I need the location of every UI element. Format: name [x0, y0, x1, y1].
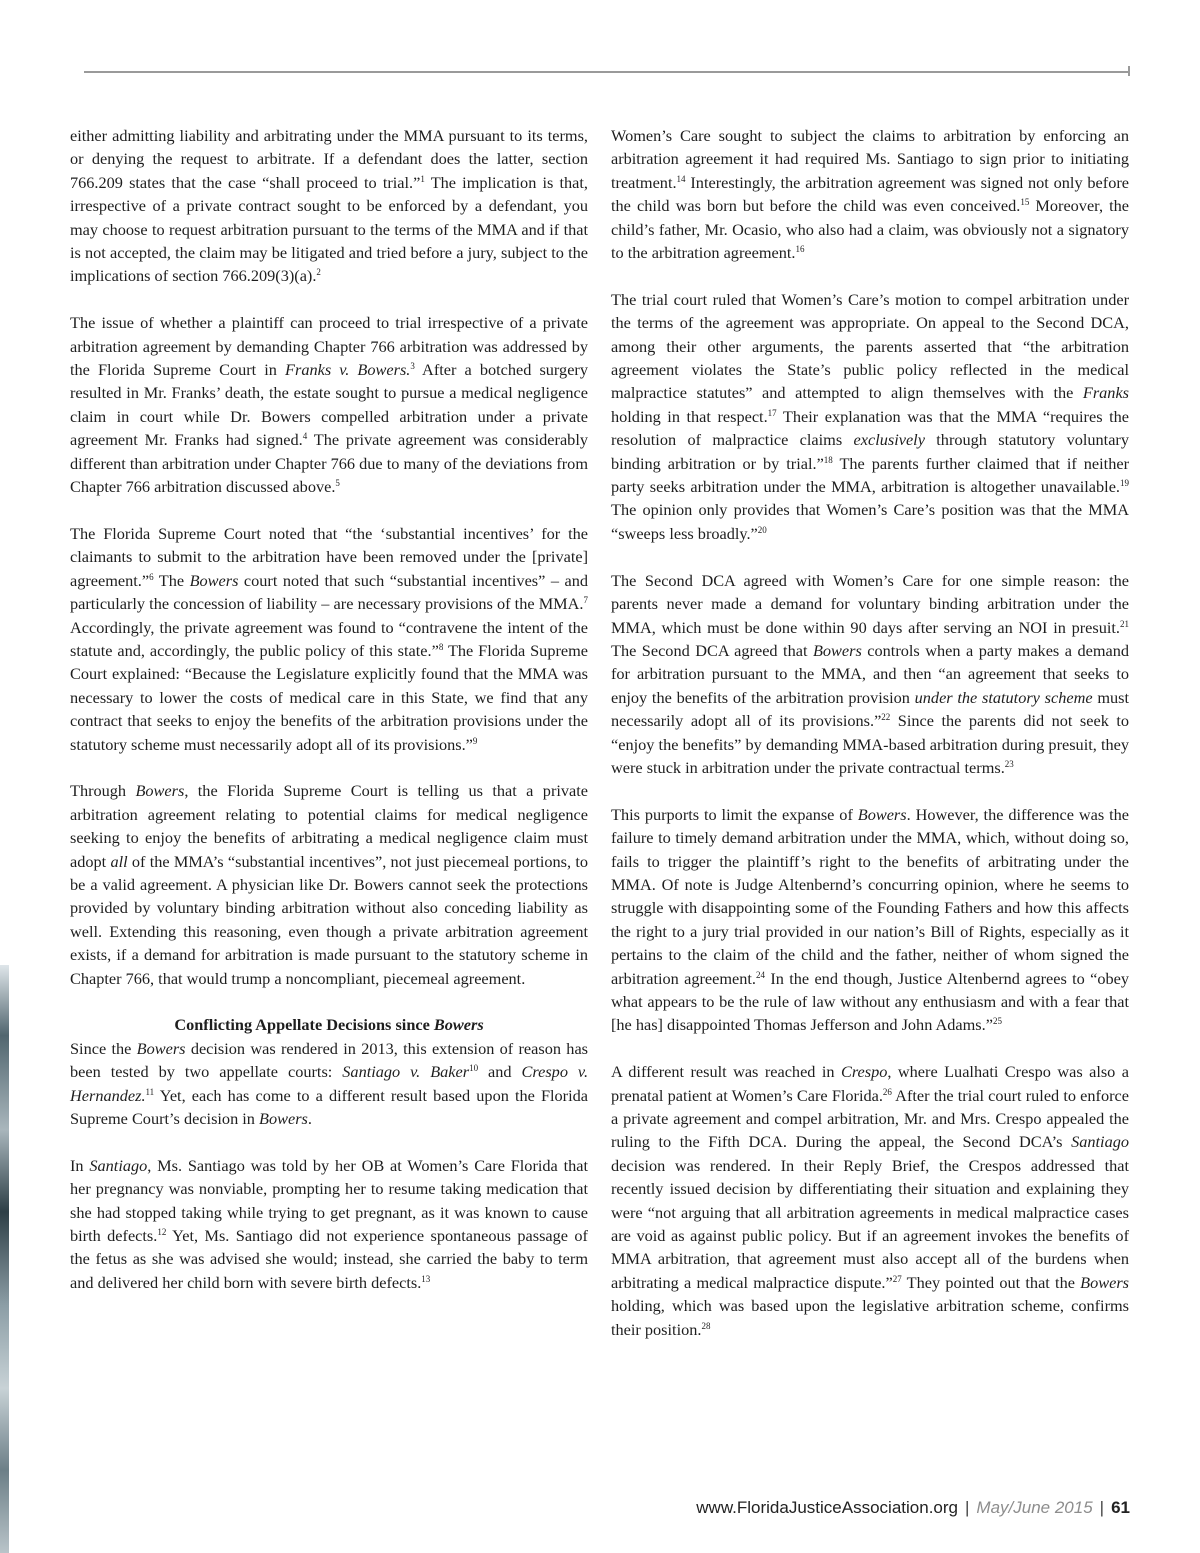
footnote-ref: 13	[421, 1273, 431, 1284]
paragraph: Women’s Care sought to subject the claims to arbitration by enforcing an arbitration agreement it had required Ms. Santiago to sign prior to initiating treatment.$^{14}$ Interestingly, the arbitration agreement was signed not only before the child was born but before the child was even conceived.$^{15}$ Moreover, the child’s father, Mr. Ocasio, who also had a claim, was obviously not a signatory to the arbitration agreement.$^{16}$	[611, 126, 1129, 263]
footnote-ref: 20	[757, 524, 767, 535]
left-column	[70, 124, 588, 1294]
footnote-ref: 3	[410, 361, 415, 372]
footnote-ref: 2	[316, 267, 321, 278]
footnote-ref: 14	[676, 173, 686, 184]
paragraph: A different result was reached in Crespo, where Lualhati Crespo was also a prenatal patient at Women’s Care Florida.$^{26}$ After the trial court ruled to enforce a private agreement and compel arbitration, Mr. and Mrs. Crespo appealed the ruling to the Fifth DCA. During the appeal, the Second DCA’s Santiago decision was rendered. In their Reply Brief, the Crespos addressed that recently issued decision by differentiating their situation and explaining they were “not arguing that all arbitration agreements in medical malpractice cases are void as against public policy. But if an agreement invokes the benefits of MMA arbitration, that agreement must also accept all of the burdens when arbitrating a medical malpractice dispute.”$^{27}$ They pointed out that the Bowers holding, which was based upon the legislative arbitration scheme, confirms their position.$^{28}$	[611, 1062, 1129, 1339]
footnote-ref: 8	[438, 641, 444, 652]
footnote-ref: 1	[420, 173, 425, 184]
footnote-ref: 16	[795, 244, 805, 255]
footnote-ref: 22	[881, 712, 891, 723]
paragraph: The Florida Supreme Court noted that “the ‘substantial incentives’ for the claimants to submit to the arbitration have been removed under the [private] agreement.”$^6$ The Bowers court noted that such “substantial incentives” – and particularly the concession of liability – are necessary provisions of the MMA.$^7$ Accordingly, the private agreement was found to “contravene the intent of the statute and, accordingly, the public policy of this state.”$^8$ The Florida Supreme Court explained: “Because the Legislature explicitly found that the MMA was necessary to lower the costs of medical care in this State, we find that any contract that seeks to enjoy the benefits of the arbitration provisions under the statutory scheme must necessarily adopt all of its provisions.”$^9$	[70, 523, 588, 754]
footnote-ref: 18	[823, 454, 833, 465]
footnote-ref: 26	[882, 1086, 892, 1097]
footnote-ref: 10	[469, 1063, 479, 1074]
paragraph: The Second DCA agreed with Women’s Care for one simple reason: the parents never made a demand for voluntary binding arbitration under the MMA, which must be done within 90 days after serving an NOI in presuit.$^{21}$ The Second DCA agreed that Bowers controls when a party makes a demand for arbitration pursuant to the MMA, and then “an agreement that seeks to enjoy the benefits of the arbitration provision under the statutory scheme must necessarily adopt all of its provisions.”$^{22}$ Since the parents did not seek to “enjoy the benefits” by demanding MMA-based arbitration during presuit, they were stuck in arbitration under the private contractual terms.$^{23}$	[611, 570, 1129, 777]
footnote-ref: 27	[892, 1273, 902, 1284]
footnote-ref: 11	[145, 1086, 155, 1097]
footnote-ref: 28	[701, 1320, 711, 1331]
paragraph: either admitting liability and arbitrating under the MMA pursuant to its terms, or denying the request to arbitrate. If a defendant does the latter, section 766.209 states that the case “shall proceed to trial.”$^1$ The implication is that, irrespective of a private contract sought to be enforced by a defendant, you may choose to request arbitration pursuant to the terms of the MMA and if that is not accepted, the claim may be litigated and tried before a jury, subject to the implications of section 766.209(3)(a).$^2$	[70, 126, 588, 286]
footnote-ref: 25	[992, 1016, 1002, 1027]
header-rule-end-tick	[1128, 66, 1130, 76]
page-footer	[696, 1496, 1130, 1520]
paragraph: This purports to limit the expanse of Bowers. However, the difference was the failure to timely demand arbitration under the MMA, which, without doing so, fails to trigger the plaintiff’s right to the benefits of arbitrating under the MMA. Of note is Judge Altenbernd’s concurring opinion, where he seems to struggle with disappointing some of the Founding Fathers and how this affects the right to a jury trial provided in our nation’s Bill of Rights, especially as it pertains to the claim of the child and the father, neither of whom signed the arbitration agreement.$^{24}$ In the end though, Justice Altenbernd agrees to “obey what appears to be the rule of law without any enthusiasm and with a fear that [he has] disappointed Thomas Jefferson and John Adams.”$^{25}$	[611, 804, 1130, 1035]
footnote-ref: 15	[1020, 197, 1030, 208]
footnote-ref: 6	[149, 571, 154, 582]
paragraph: In Santiago, Ms. Santiago was told by her OB at Women’s Care Florida that her pregnancy was nonviable, prompting her to resume taking medication that she had stopped taking while trying to get pregnant, as it was known to cause birth defects.$^{12}$ Yet, Ms. Santiago did not experience spontaneous passage of the fetus as she was advised she would; instead, she carried the baby to term and delivered her child born with severe birth defects.$^{13}$	[70, 1155, 588, 1292]
footnote-ref: 7	[583, 595, 588, 606]
footnote-ref: 24	[756, 969, 766, 980]
footnote-ref: 9	[472, 735, 478, 746]
footer-separator: |	[964, 1498, 970, 1517]
paragraph: Since the Bowers decision was rendered in 2013, this extension of reason has been tested by two appellate courts: Santiago v. Baker$^{10}$ and Crespo v. Hernandez.$^{11}$ Yet, each has come to a different result based upon the Florida Supreme Court’s decision in Bowers.	[70, 1038, 589, 1128]
footnote-ref: 5	[335, 478, 340, 489]
page-number: 61	[1111, 1498, 1130, 1517]
footer-separator: |	[1099, 1498, 1105, 1517]
footnote-ref: 17	[767, 407, 777, 418]
footnote-ref: 4	[302, 431, 308, 442]
right-column	[611, 124, 1129, 1341]
header-rule	[84, 71, 1130, 73]
footnote-ref: 19	[1120, 478, 1129, 489]
website-link[interactable]: www.FloridaJusticeAssociation.org	[696, 1498, 958, 1517]
footnote-ref: 23	[1004, 758, 1014, 769]
paragraph: The issue of whether a plaintiff can proceed to trial irrespective of a private arbitration agreement by demanding Chapter 766 arbitration was addressed by the Florida Supreme Court in Franks v. Bowers.$^3$ After a botched surgery resulted in Mr. Franks’ death, the estate sought to pursue a medical negligence claim in court while Dr. Bowers compelled arbitration under a private agreement Mr. Franks had signed.$^4$ The private agreement was considerably different than arbitration under Chapter 766 due to many of the deviations from Chapter 766 arbitration discussed above.$^5$	[70, 313, 588, 497]
section-heading: Conflicting Appellate Decisions since Bowers	[174, 1015, 484, 1035]
issue-date: May/June 2015	[976, 1498, 1093, 1517]
left-edge-photo-strip	[0, 965, 9, 1553]
paragraph: The trial court ruled that Women’s Care’s motion to compel arbitration under the terms of the agreement was appropriate. On appeal to the Second DCA, among their other arguments, the parents asserted that “the arbitration agreement violates the State’s public policy reflected in the medical malpractice statutes” and attempted to align themselves with the Franks holding in that respect.$^{17}$ Their explanation was that the MMA “requires the resolution of malpractice claims exclusively through statutory voluntary binding arbitration or by trial.”$^{18}$ The parents further claimed that if neither party seeks arbitration under the MMA, arbitration is altogether unavailable.$^{19}$ The opinion only provides that Women’s Care’s position was that the MMA “sweeps less broadly.”$^{20}$	[611, 289, 1129, 543]
footnote-ref: 21	[1120, 618, 1129, 629]
footnote-ref: 12	[157, 1227, 167, 1238]
paragraph: Through Bowers, the Florida Supreme Court is telling us that a private arbitration agreement relating to potential claims for medical negligence seeking to enjoy the benefits of arbitrating a medical negligence claim must adopt all of the MMA’s “substantial incentives”, not just piecemeal portions, to be a valid agreement. A physician like Dr. Bowers cannot seek the protections provided by voluntary binding arbitration without also conceding liability as well. Extending this reasoning, even though a private arbitration agreement exists, if a demand for arbitration is made pursuant to the statutory scheme in Chapter 766, that would trump a noncompliant, piecemeal agreement.	[70, 781, 589, 988]
